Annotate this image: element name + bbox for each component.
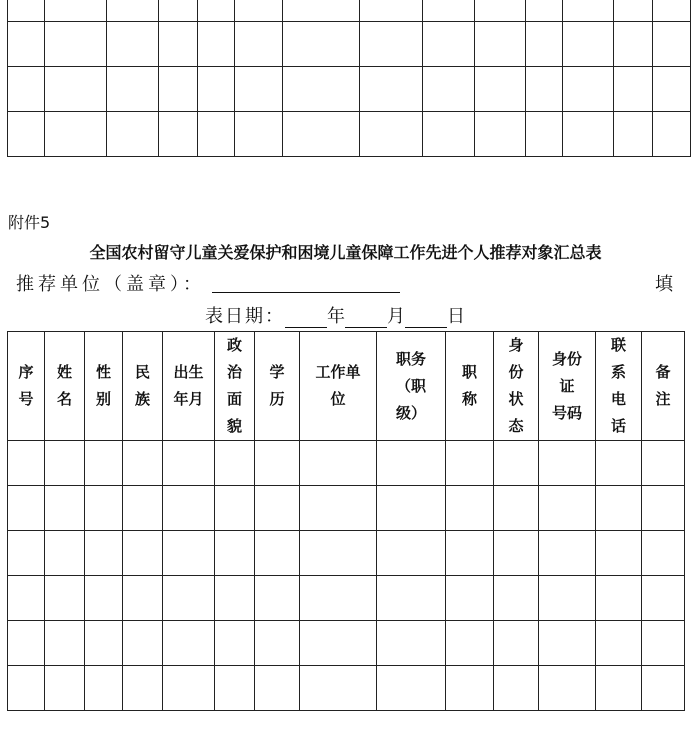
column-header-line: 身 [508, 336, 524, 354]
column-header [8, 332, 45, 441]
month-blank[interactable] [345, 307, 387, 328]
table-row [8, 0, 691, 22]
column-header-line: 别 [95, 390, 111, 408]
column-header [539, 332, 596, 441]
table-row [8, 576, 685, 621]
column-header [494, 332, 539, 441]
column-header-line: 号 [18, 390, 34, 408]
table-row [8, 531, 685, 576]
column-header [300, 332, 377, 441]
summary-table [7, 331, 685, 711]
column-header [255, 332, 300, 441]
column-header-line: 电 [610, 390, 626, 408]
column-header-line: （职 [395, 376, 426, 395]
column-header-line: 年月 [173, 390, 204, 408]
column-header-line: 职务 [395, 349, 426, 368]
column-header-line: 话 [610, 417, 626, 435]
table-row [8, 67, 691, 112]
table-row [8, 112, 691, 157]
column-header-line: 联 [610, 336, 626, 354]
table-row [8, 441, 685, 486]
date-prefix: 表日期： [205, 306, 285, 327]
column-header-line: 号码 [551, 403, 582, 422]
column-header-line: 级） [395, 403, 426, 422]
column-header-line: 面 [226, 390, 242, 408]
column-header-line: 出生 [173, 363, 204, 381]
column-header-line: 政 [226, 336, 242, 354]
column-header [446, 332, 494, 441]
column-header-line: 民 [134, 363, 150, 381]
previous-table-fragment [7, 0, 691, 157]
table-row [8, 486, 685, 531]
day-label: 日 [447, 306, 465, 327]
table-row [8, 621, 685, 666]
column-header-line: 名 [56, 390, 72, 408]
column-header [45, 332, 85, 441]
year-label: 年 [327, 306, 345, 327]
table-row [8, 22, 691, 67]
header-row [8, 332, 685, 441]
year-blank[interactable] [285, 307, 327, 328]
column-header [123, 332, 163, 441]
column-header-line: 证 [559, 376, 575, 395]
column-header-line: 学 [269, 363, 285, 381]
column-header [377, 332, 446, 441]
column-header-line: 序 [18, 363, 34, 381]
table-row [8, 666, 685, 711]
column-header-line: 治 [226, 363, 242, 381]
column-header-line: 称 [461, 390, 477, 408]
column-header [596, 332, 642, 441]
recommend-unit-label: 推荐单位（盖章）： [16, 274, 205, 295]
recommend-unit-blank[interactable] [212, 292, 400, 293]
column-header-line: 注 [655, 390, 671, 408]
day-blank[interactable] [405, 307, 447, 328]
column-header-line: 系 [610, 363, 626, 381]
column-header [163, 332, 215, 441]
column-header-line: 貌 [226, 417, 242, 435]
fill-date [205, 302, 465, 328]
attachment-label: 附件5 [8, 213, 51, 232]
column-header-line: 状 [508, 390, 524, 408]
column-header-line: 族 [134, 390, 150, 408]
column-header-line: 态 [508, 417, 524, 435]
column-header-line: 身份 [551, 349, 582, 368]
column-header-line: 历 [269, 390, 285, 408]
column-header-line: 姓 [56, 363, 72, 381]
column-header [642, 332, 685, 441]
column-header-line: 备 [655, 363, 671, 381]
column-header-line: 性 [95, 363, 111, 381]
column-header [85, 332, 123, 441]
column-header-line: 位 [330, 390, 346, 408]
fill-label: 填 [655, 274, 673, 295]
column-header-line: 份 [508, 363, 524, 381]
column-header [215, 332, 255, 441]
column-header-line: 职 [461, 363, 477, 381]
page-title: 全国农村留守儿童关爱保护和困境儿童保障工作先进个人推荐对象汇总表 [89, 243, 602, 262]
month-label: 月 [387, 306, 405, 327]
column-header-line: 工作单 [315, 363, 361, 381]
